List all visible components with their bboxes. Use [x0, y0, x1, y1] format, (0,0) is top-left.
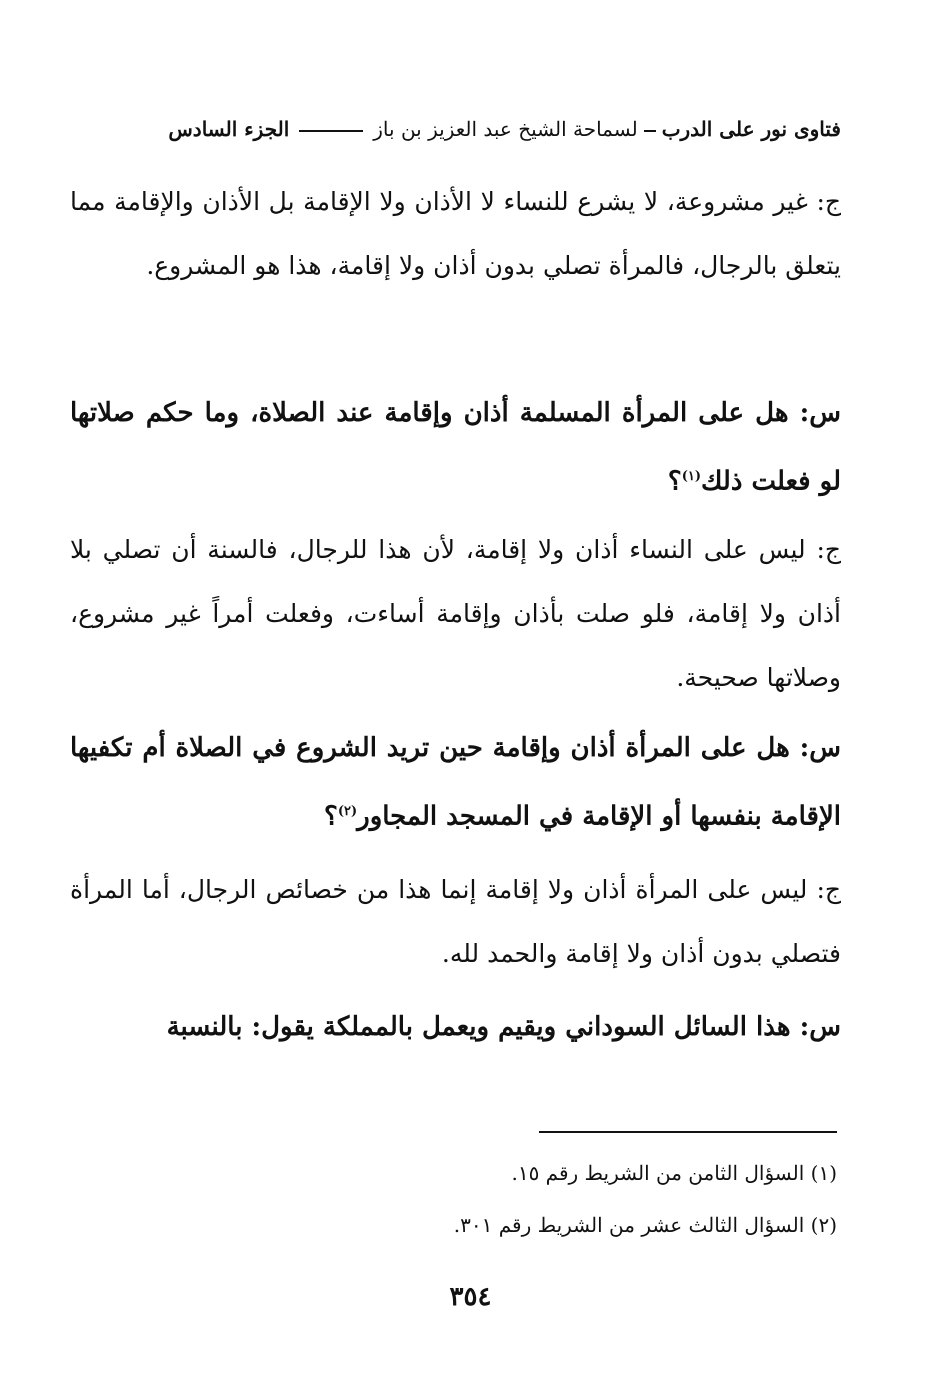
footnote-ref: (٢): [337, 804, 358, 819]
footnote-divider: [539, 1131, 837, 1133]
footnote: (٢) السؤال الثالث عشر من الشريط رقم ٣٠١.: [453, 1213, 837, 1237]
answer-label: ج:: [816, 535, 841, 564]
question-block: [70, 716, 841, 849]
question-label: س:: [799, 398, 841, 428]
answer-block: [70, 170, 841, 298]
question-paragraph: [70, 995, 841, 1059]
question-text: هل على المرأة المسلمة أذان وإقامة عند الصلاة، وما حكم صلاتها لو فعلت ذلك: [70, 398, 841, 497]
answer-block: [70, 518, 841, 710]
question-block: [70, 995, 841, 1059]
answer-paragraph: [70, 858, 841, 986]
question-label: س:: [799, 1012, 841, 1042]
answer-paragraph: [70, 518, 841, 710]
question-paragraph: [70, 381, 841, 514]
answer-label: ج:: [816, 187, 841, 216]
running-header: [80, 112, 841, 146]
question-mark: ؟: [324, 801, 338, 832]
answer-text: ليس على النساء أذان ولا إقامة، لأن هذا للرجال، فالسنة أن تصلي بلا أذان ولا إقامة، فلو صلت بأذان وإقامة أساءت، وفعلت أمراً غير مشروع، وصلاتها صحيحة.: [70, 535, 841, 692]
footnote: (١) السؤال الثامن من الشريط رقم ١٥.: [511, 1161, 837, 1185]
page-number: ٣٥٤: [449, 1282, 492, 1312]
answer-block: [70, 858, 841, 986]
answer-label: ج:: [816, 875, 841, 904]
header-separator: [644, 130, 656, 132]
question-mark: ؟: [667, 466, 682, 497]
answer-paragraph: [70, 170, 841, 298]
footnote-ref: (١): [681, 469, 702, 484]
answer-text: ليس على المرأة أذان ولا إقامة إنما هذا من خصائص الرجال، أما المرأة فتصلي بدون أذان ولا إقامة والحمد لله.: [70, 875, 841, 968]
header-author: لسماحة الشيخ عبد العزيز بن باز: [373, 117, 638, 141]
question-text: هل على المرأة أذان وإقامة حين تريد الشروع في الصلاة أم تكفيها الإقامة بنفسها أو الإقامة في المسجد المجاور: [70, 733, 841, 832]
question-label: س:: [799, 733, 841, 763]
question-paragraph: [70, 716, 841, 849]
header-rule: [299, 130, 363, 132]
header-book-title: فتاوى نور على الدرب: [661, 117, 841, 141]
answer-text: غير مشروعة، لا يشرع للنساء لا الأذان ولا الإقامة بل الأذان والإقامة مما يتعلق بالرجال، فالمرأة تصلي بدون أذان ولا إقامة، هذا هو المشروع.: [70, 187, 841, 280]
question-text: هذا السائل السوداني ويقيم ويعمل بالمملكة يقول: بالنسبة: [166, 1012, 791, 1042]
question-block: [70, 381, 841, 514]
header-part: الجزء السادس: [168, 117, 290, 141]
